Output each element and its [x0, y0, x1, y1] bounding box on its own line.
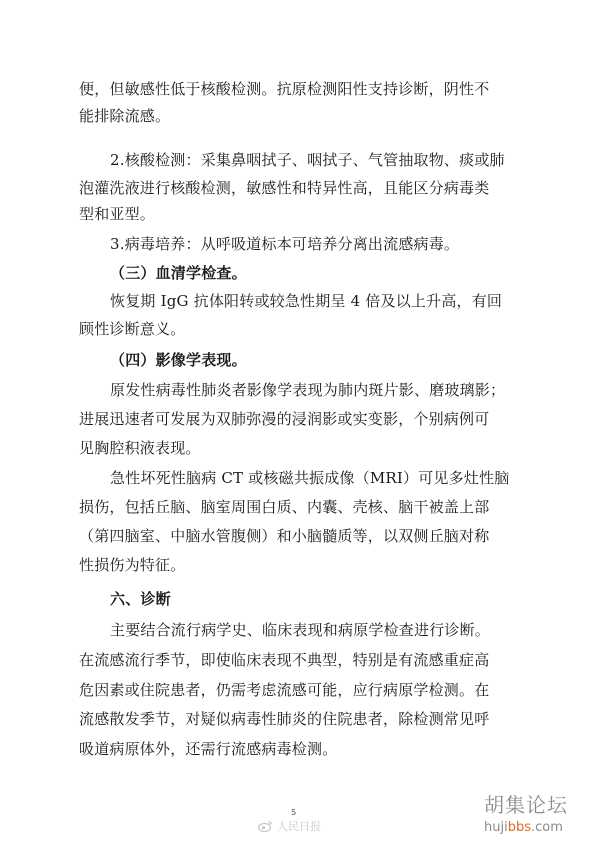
- paragraph-line: 3.病毒培养：从呼吸道标本可培养分离出流感病毒。: [110, 235, 460, 253]
- paragraph-line: 损伤，包括丘脑、脑室周围白质、内囊、壳核、脑干被盖上部: [79, 498, 490, 516]
- site-url-accent: bbs: [507, 820, 531, 835]
- paragraph-line: 进展迅速者可发展为双肺弥漫的浸润影或实变影，个别病例可: [79, 410, 490, 428]
- paragraph-line: 2.核酸检测：采集鼻咽拭子、咽拭子、气管抽取物、痰或肺: [110, 151, 505, 169]
- site-url-suffix: .com: [530, 820, 563, 835]
- paragraph-line: 型和亚型。: [79, 205, 156, 223]
- weibo-watermark: [258, 818, 321, 834]
- weibo-source-text: 人民日报: [277, 820, 321, 833]
- site-name: 胡集论坛: [484, 793, 568, 817]
- paragraph-line: 在流感流行季节，即使临床表现不典型，特别是有流感重症高: [79, 651, 490, 669]
- paragraph-line: 原发性病毒性肺炎者影像学表现为肺内斑片影、磨玻璃影；: [110, 381, 506, 399]
- paragraph-line: 顾性诊断意义。: [79, 320, 186, 338]
- site-url-prefix: huji: [484, 820, 508, 835]
- weibo-icon: [258, 820, 273, 832]
- page-number: 5: [291, 808, 297, 817]
- paragraph-line: 见胸腔积液表现。: [79, 439, 201, 457]
- paragraph-line: 流感散发季节，对疑似病毒性肺炎的住院患者，除检测常见呼: [79, 710, 490, 728]
- paragraph-line: （第四脑室、中脑水管腹侧）和小脑髓质等，以双侧丘脑对称: [79, 527, 490, 545]
- section-heading: （三）血清学检查。: [110, 264, 247, 282]
- paragraph-line: 性损伤为特征。: [79, 556, 186, 574]
- paragraph-line: 吸道病原体外，还需行流感病毒检测。: [79, 740, 338, 758]
- paragraph-line: 能排除流感。: [79, 107, 171, 125]
- site-url: [484, 820, 590, 835]
- paragraph-line: 恢复期 IgG 抗体阳转或较急性期呈 4 倍及以上升高，有回: [110, 292, 503, 310]
- paragraph-line: 危因素或住院患者，仍需考虑流感可能，应行病原学检测。在: [79, 681, 490, 699]
- section-heading: （四）影像学表现。: [110, 351, 247, 369]
- site-watermark: [484, 789, 590, 835]
- paragraph-line: 泡灌洗液进行核酸检测，敏感性和特异性高，且能区分病毒类: [79, 179, 490, 197]
- paragraph-line: 急性坏死性脑病 CT 或核磁共振成像（MRI）可见多灶性脑: [110, 469, 510, 487]
- paragraph-line: 主要结合流行病学史、临床表现和病原学检查进行诊断。: [110, 621, 491, 639]
- section-heading: 六、诊断: [110, 590, 171, 608]
- paragraph-line: 便，但敏感性低于核酸检测。抗原检测阳性支持诊断，阴性不: [79, 80, 490, 98]
